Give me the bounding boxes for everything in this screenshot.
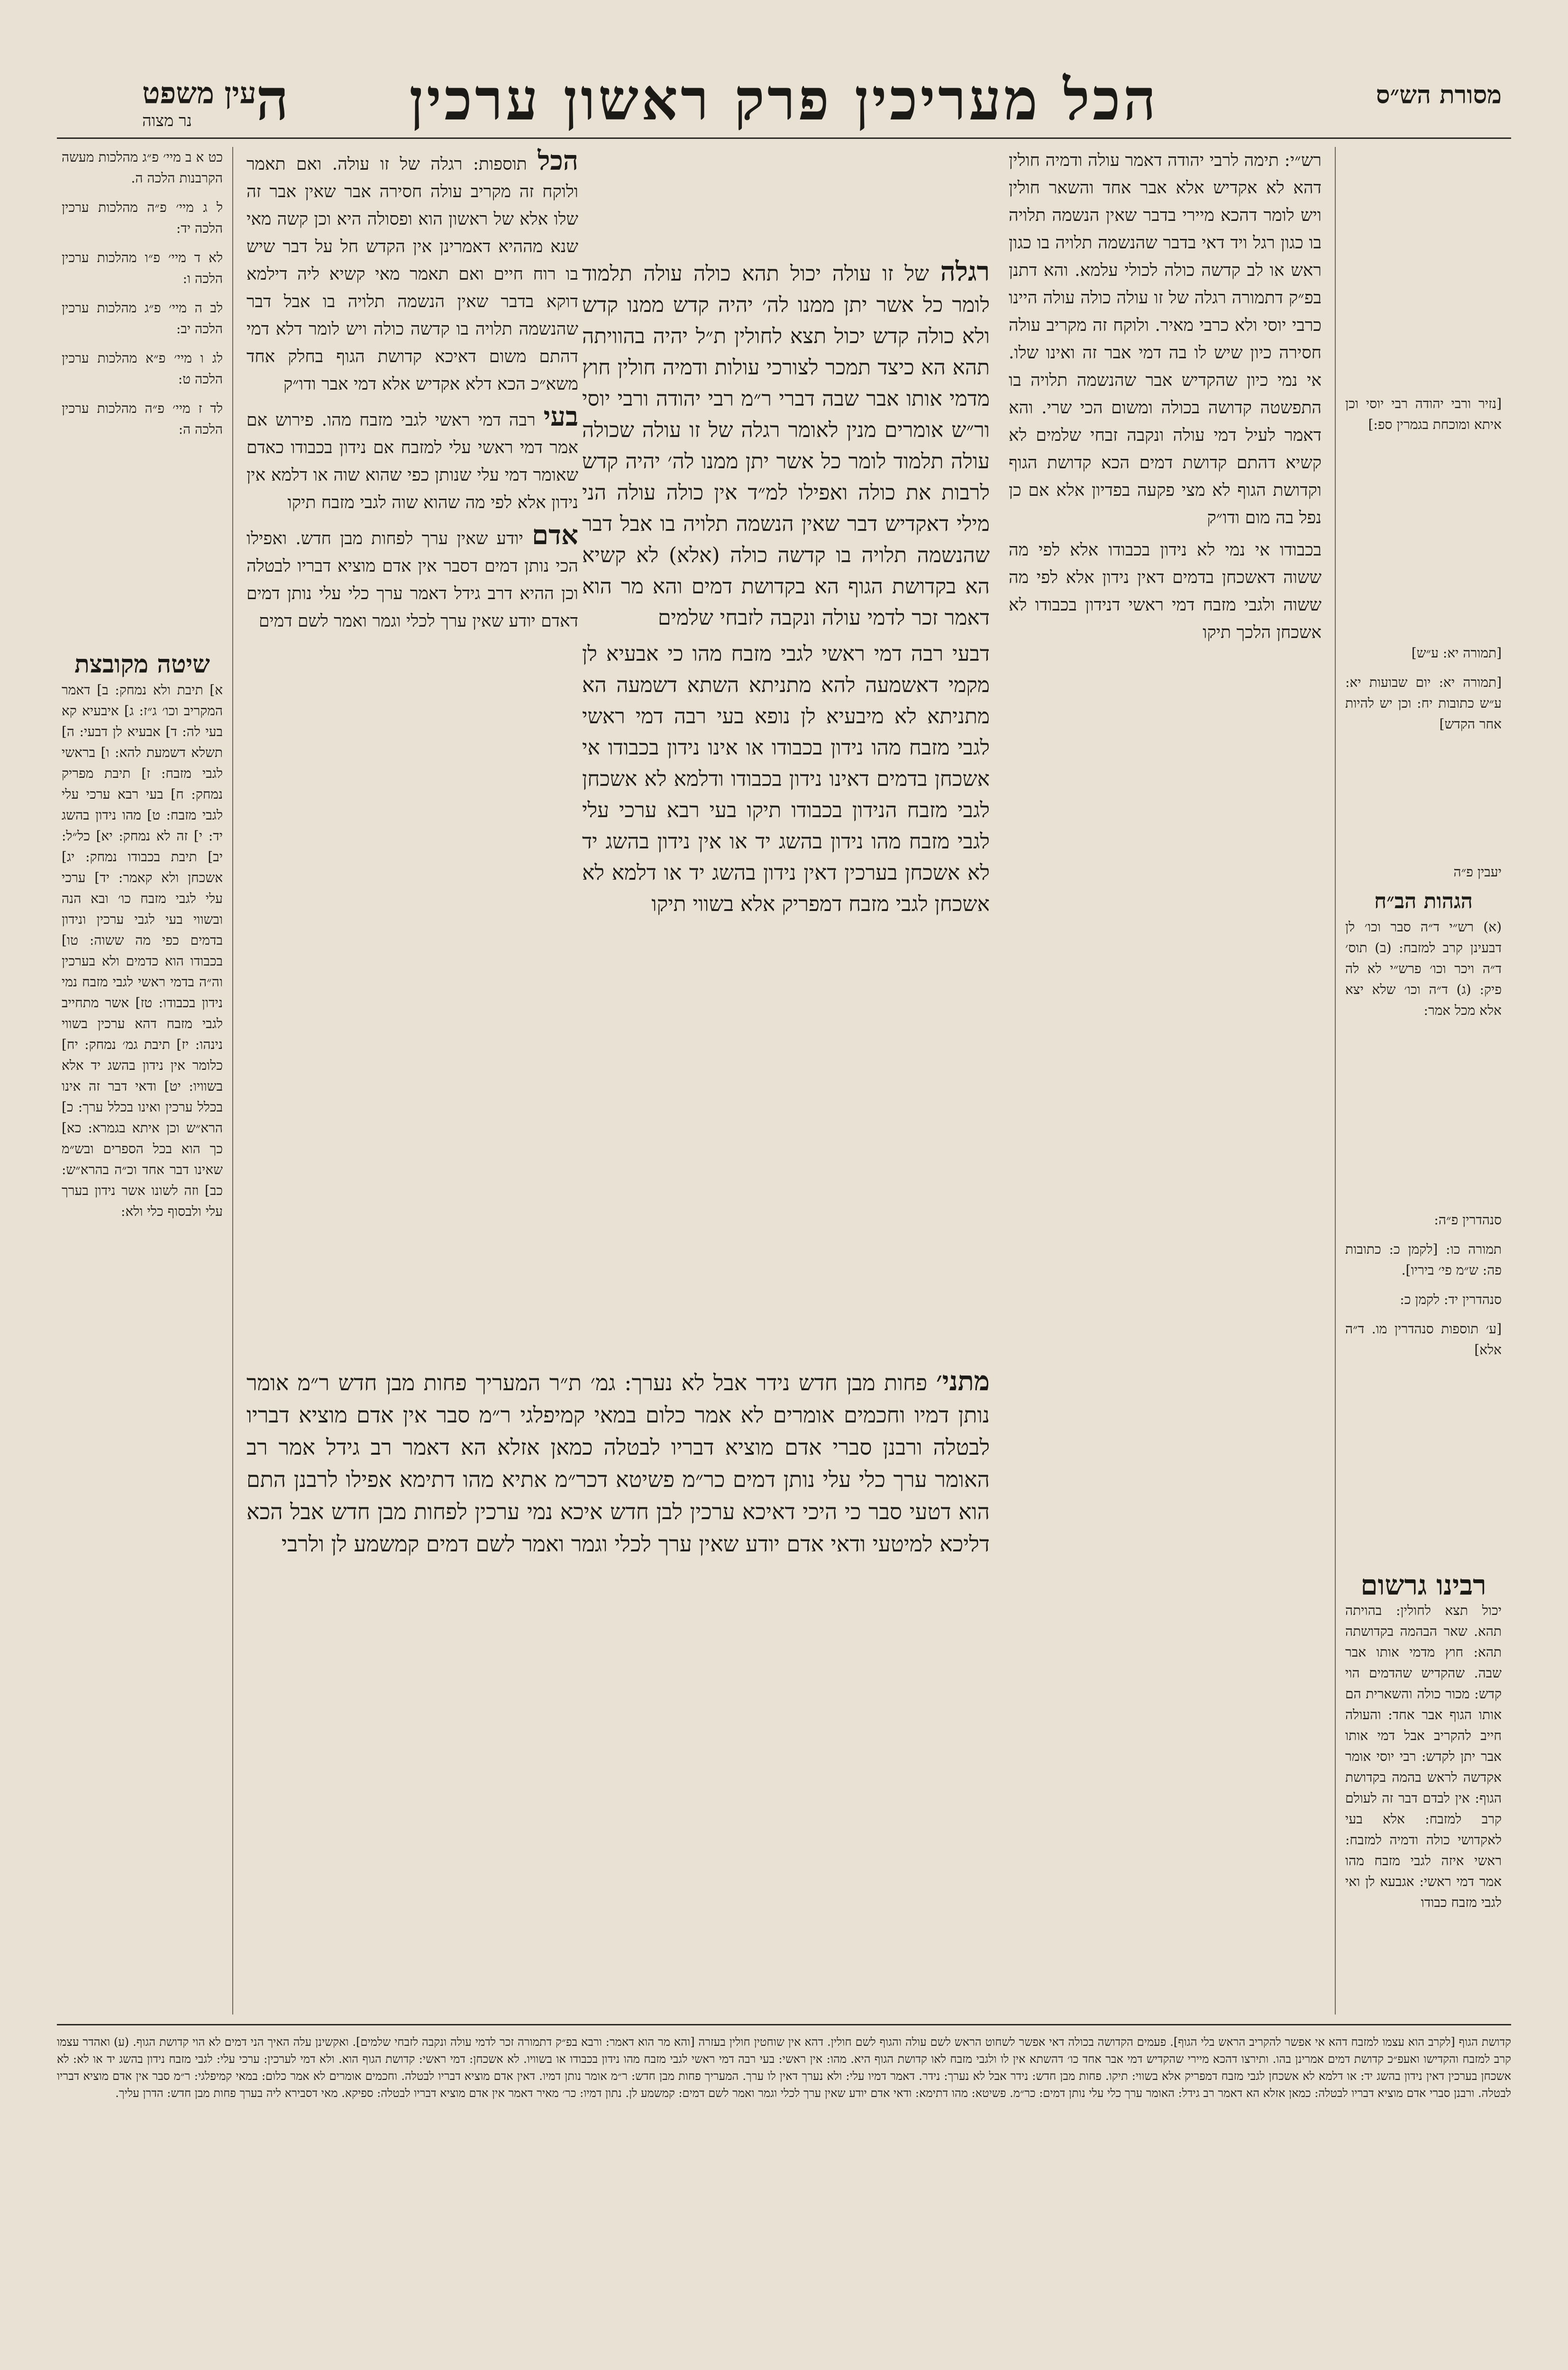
ein-mishpat-entry: לא ד מיי׳ פ״ו מהלכות ערכין הלכה ו: — [62, 250, 223, 286]
tosafot-text: רש״י: תימה לרבי יהודה דאמר עולה ודמיה חולין דהא לא אקדיש אלא אבר אחד והשאר חולין ויש לומר דהכא מיירי בדבר שאין הנשמה תלויה בו כגון רגל ויד דאי בדבר שהנשמה תלויה בו כגון ראש או לב קדשה כולה לכולי עלמא. והא דתנן בפ״ק דתמורה רגלה של זו עולה כולה עולה היינו כרבי יוסי ולא כרבי מאיר. ולוקח זה מקריב עולה חסירה כיון שיש לו בה דמי אבר זה ואינו שלו. אי נמי כיון שהקדיש אבר שהנשמה תלויה בו התפשטה קדושה בכולה ומשום הכי שרי. והא דאמר לעיל דמי עולה ונקבה זבחי שלמים לא קשיא דהתם קדושת דמים הכא קדושת הגוף וקדושת הגוף לא מצי פקעה בפדיון אלא אם כן נפל בה מום ודו״ק — [1009, 151, 1322, 528]
rabbeinu-gershom-text: יכול תצא לחולין: בהויתה תהא. שאר הבהמה בקדושתה תהא: חוץ מדמי אותו אבר שבה. שהקדיש שהדמים הוי קדש: מכור כולה והשארית הם אותו הגוף אבר אחד: והעולה חייב להקריב אבל דמי אותו אבר יתן לקדש: רבי יוסי אומר אקדשה לראש בהמה בקדושת הגוף: אין לבדם דבר זה לעולם קרב למזבח: אלא בעי לאקדושי כולה ודמיה למזבח: ראשי איזה לגבי מזבח מהו אמר דמי ראשי: אגבעא לן ואי לגבי מזבח כבודו — [1345, 1603, 1502, 1910]
gemara-column — [582, 256, 990, 1360]
mesoret-entry: יעבין פ״ה — [1453, 864, 1502, 880]
hagahot-habach-text: (א) רש״י ד״ה סבר וכו׳ לן דבעינן קרב למזבח: (ב) תוס׳ ד״ה ויכר וכו׳ פרש״י לא לה פיק: (ג) ד״ה וכו׳ שלא יצא אלא מכל אמר: — [1345, 919, 1502, 1018]
ein-mishpat-entry: ל ג מיי׳ פ״ה מהלכות ערכין הלכה יד: — [62, 200, 223, 236]
gemara-opening-word: רגלה — [940, 256, 990, 287]
left-margin — [62, 147, 223, 2014]
hagahot-habach-heading: הגהות הב״ח — [1374, 889, 1473, 913]
mesoret-entry: תמורה כו: [לקמן כ: כתובות פה: ש״מ פי׳ ביריו]. — [1345, 1241, 1502, 1278]
ein-mishpat-label: עין משפט — [142, 76, 256, 110]
mishnah-text: מתני׳ פחות מבן חדש נידר אבל לא נערך: גמ׳ ת״ר המעריך פחות מבן חדש ר״מ אומר נותן דמיו וחכמים אומרים לא אמר כלום במאי קמיפלגי ר״מ סבר אין אדם מוציא דבריו לבטלה ורבנן סברי אדם מוציא דבריו לבטלה כמאן אזלא הא דאמר רב גידל אמר רב האומר ערך כלי עלי נותן דמים כר״מ פשיטא דכר״מ אתיא מהו דתימא אפילו לרבנן התם הוא דטעי סבר כי היכי דאיכא ערכין לבן חדש איכא נמי ערכין לפחות מבן חדש אבל הכא דליכא למיטעי ודאי אדם יודע שאין ערך לכלי וגמר ואמר לשם דמים קמשמע לן ולרבי — [246, 1366, 990, 1557]
ein-mishpat-entry: לב ה מיי׳ פ״ג מהלכות ערכין הלכה יב: — [62, 300, 223, 337]
page-title: הכל מעריכין פרק ראשון ערכין — [409, 66, 1159, 133]
tosafot-text: בכבודו אי נמי לא נידון בכבודו אלא לפי מה ששוה דאשכחן בדמים דאין נידון אלא לפי מה ששוה ולגבי מזבח דמי ראשי דנידון בכבודו לא אשכחן הלכך תיקו — [1009, 540, 1322, 642]
right-margin — [1345, 147, 1502, 2014]
mesoret-entry: [נזיר ורבי יהודה רבי יוסי וכן איתא ומוכחת בגמרין ספ:] — [1345, 396, 1502, 432]
column-divider — [232, 147, 233, 2014]
header-rule — [57, 137, 1511, 139]
commentary-block: הכל תוספות: רגלה של זו עולה. ואם תאמר ולוקח זה מקריב עולה חסירה אבר שאין אבר זה שלו אלא של ראשון הוא ופסולה היא וכן קשה מאי שנא מההיא דאמרינן אין הקדש חל על דבר שיש בו רוח חיים ואם תאמר מאי קשיא ליה דילמא דוקא בדבר שאין הנשמה תלויה בו אבל דבר שהנשמה תלויה בו קדשה כולה ויש לומר דלא דמי דהתם משום דאיכא קדושת הגוף בחלק אחד משא״כ הכא דלא אקדיש אלא דמי אבר ודו״ק — [246, 147, 578, 394]
tosafot-column — [1009, 147, 1322, 1550]
ner-mitzvah-label: נר מצוה — [142, 111, 192, 130]
bottom-commentary: קדושת הגוף [לקרב הוא עצמו למזבח דהא אי אפשר להקריב הראש בלי הגוף]. פעמים הקדושה בכולה דאי אפשר לשחוט הראש לשם עולה והגוף לשם חולין. דהא אין שוחטין חולין בעזרה [והא מר הוא דאמר: ורבא בפ״ק דתמורה זכר לדמי עולה ונקבה לזבחי שלמים]. ואקשינן עלה האיך הני דמים לא הוי קדושת הגוף. (ע) ואהדר עצמו קרב למזבח והקדישו ואעפ״כ קדושת דמים אמרינן בהו. ותירצו דהכא מיירי שהקדיש דמי אבר אחד כו׳ דהשתא אין לו ולגבי מזבח לאו קדושת הגוף היא. מהו: אין ראשי: בעי רבה דמי ראשי לגבי מזבח מהו נידון בכבודו או בשוויו. לא אשכחן: דמי ראשי: קדושת הגוף הוא. ולא דמי לערכין: ערכי עלי: לגבי מזבח נידון בהשג יד או לא: לא אשכחן בערכין דאין נידון בהשג יד: או דלמא לא אשכחן לגבי מזבח דמפריק אלא בשווי: תיקו. פחות מבן חדש: נידר אבל לא נערך: נידר. דאמר דמיו עלי: ולא נערך דאין לו ערך. המעריך פחות מבן חדש: ר״מ אומר נותן דמיו. דאין אדם מוציא דבריו לבטלה. וחכמים אומרים לא אמר כלום: במאי קמיפלגי: ר״מ סבר אין אדם מוציא דבריו לבטלה. ורבנן סברי אדם מוציא דבריו לבטלה: כמאן אזלא הא דאמר רב גידל: האומר ערך כלי עלי נותן דמים: כר״מ. פשיטא: מהו דתימא: ודאי אדם יודע שאין ערך לכלי וגמר ואמר לשם דמים: קמשמע לן. נתון דמיו: כר׳ מאיר דאמר אין אדם מוציא דבריו לבטלה: ספיקא. מאי דסבירא ליה בערך פחות מבן חדש: הדרן עליך. — [57, 2035, 1511, 2100]
mishnah-label: מתני׳ — [936, 1366, 990, 1397]
ein-mishpat-entry: לג ו מיי׳ פ״א מהלכות ערכין הלכה ט: — [62, 350, 223, 387]
gemara-text: רגלה של זו עולה יכול תהא כולה עולה תלמוד לומר כל אשר יתן ממנו לה׳ יהיה קדש ממנו קדש ולא כולה קדש יכול תצא לחולין ת״ל יהיה בהוויתה תהא הא כיצד תמכר לצורכי עולות ודמיה חולין חוץ מדמי אותו אבר שבה דברי ר״מ רבי יהודה ורבי יוסי ור״ש אומרים מנין לאומר רגלה של זו עולה שכולה עולה תלמוד לומר כל אשר יתן ממנו לה׳ יהיה קדש לרבות את כולה ואפילו למ״ד אין כולה עולה הני מילי דאקדיש דבר שאין הנשמה תלויה בו אבל דבר שהנשמה תלויה בו קדשה כולה (אלא) לא קשיא הא בקדושת הגוף הא בקדושת דמים והא מר הוא דאמר זכר לדמי עולה ונקבה לזבחי שלמים — [582, 256, 990, 630]
ein-mishpat-entry: לד ז מיי׳ פ״ה מהלכות ערכין הלכה ה: — [62, 401, 223, 437]
gemara-text: דבעי רבה דמי ראשי לגבי מזבח מהו כי אבעיא לן מקמי דאשמעה להא מתניתא השתא דשמעה הא מתניתא לא מיבעיא לן נופא בעי רבה דמי ראשי לגבי מזבח מהו נידון בכבודו או אינו נידון בכבודו אי אשכחן בדמים דאינו נידון בכבודו ודלמא לא אשכחן לגבי מזבח הנידון בכבודו תיקו בעי רבא ערכי עלי לגבי מזבח מהו נידון בהשג יד או אין נידון בהשג יד לא אשכחן בערכין דאין נידון בהשג יד או דלמא לא אשכחן לגבי מזבח דמפריק אלא בשווי תיקו — [582, 642, 990, 916]
commentary-column — [246, 147, 578, 1360]
ein-mishpat-entry: כט א ב מיי׳ פ״ג מהלכות מעשה הקרבנות הלכה ה. — [62, 149, 223, 186]
mishnah-block — [246, 1365, 990, 2019]
commentary-block: בעי רבה דמי ראשי לגבי מזבח מהו. פירוש אם אמר דמי ראשי עלי למזבח אם נידון בכבודו כאדם שאומר דמי עלי שנותן כפי שהוא שוה או דלמא אין נידון אלא לפי מה שהוא שוה לגבי מזבח תיקו — [246, 401, 578, 512]
mesoret-entry: [תמורה יא: ע״ש] — [1411, 645, 1502, 661]
mesoret-entry: [ע׳ תוספות סנהדרין מו. ד״ה אלא] — [1345, 1321, 1502, 1358]
mesoret-entry: סנהדרין יד: לקמן כ: — [1400, 1292, 1502, 1307]
page-number: ה — [256, 66, 289, 133]
mesoret-hashas-label: מסורת הש״ס — [1376, 81, 1502, 109]
shita-mekubetzet-text: א] תיבת ולא נמחק: ב] דאמר המקריב וכו׳ ג״ז: ג] איבעיא קא בעי לה: ד] אבעיא לן דבעי: ה] תשלא דשמעת להא: ו] בראשי לגבי מזבח: ז] תיבת מפריק נמחק: ח] בעי רבא ערכי עלי לגבי מזבח: ט] מהו נידון בהשג יד: י] זה לא נמחק: יא] כל״ל: יב] תיבת בכבודו נמחק: יג] אשכחן ולא קאמר: יד] ערכי עלי לגבי מזבח כו׳ ובא הנה ובשווי בעי לגבי ערכין ונידון בדמים כפי מה ששוה: טו] בכבודו הוא כדמים ולא בערכין וה״ה בדמי ראשי לגבי מזבח נמי נידון בכבודו: טז] אשר מתחייב לגבי מזבח דהא ערכין בשווי נינהו: יז] תיבת גמ׳ נמחק: יח] כלומר אין נידון בהשג יד אלא בשוויו: יט] ודאי דבר זה אינו בכלל ערכין ואינו בכלל ערך: כ] הרא״ש וכן איתא בגמרא: כא] כך הוא בכל הספרים ובש״מ שאינו דבר אחד וכ״ה בהרא״ש: כב] וזה לשונו אשר נידון בערך עלי ולבסוף כלי ולא: — [62, 682, 223, 1219]
shita-mekubetzet-heading: שיטה מקובצת — [74, 650, 210, 679]
commentary-block: אדם יודע שאין ערך לפחות מבן חדש. ואפילו הכי נותן דמים דסבר אין אדם מוציא דבריו לבטלה וכן ההיא דרב גידל דאמר ערך כלי עלי נותן דמים דאדם יודע שאין ערך לכלי וגמר ואמר לשם דמים — [246, 520, 578, 631]
rabbeinu-gershom-heading: רבינו גרשום — [1360, 1569, 1486, 1601]
mesoret-entry: [תמורה יא: יום שבועות יא: ע״ש כתובות יח: וכן יש להיות אחר הקדש] — [1345, 675, 1502, 732]
footnote-rule — [57, 2024, 1511, 2025]
page-header — [0, 66, 1568, 133]
column-divider — [1335, 147, 1336, 2014]
mesoret-entry: סנהדרין פ״ה: — [1434, 1212, 1502, 1228]
